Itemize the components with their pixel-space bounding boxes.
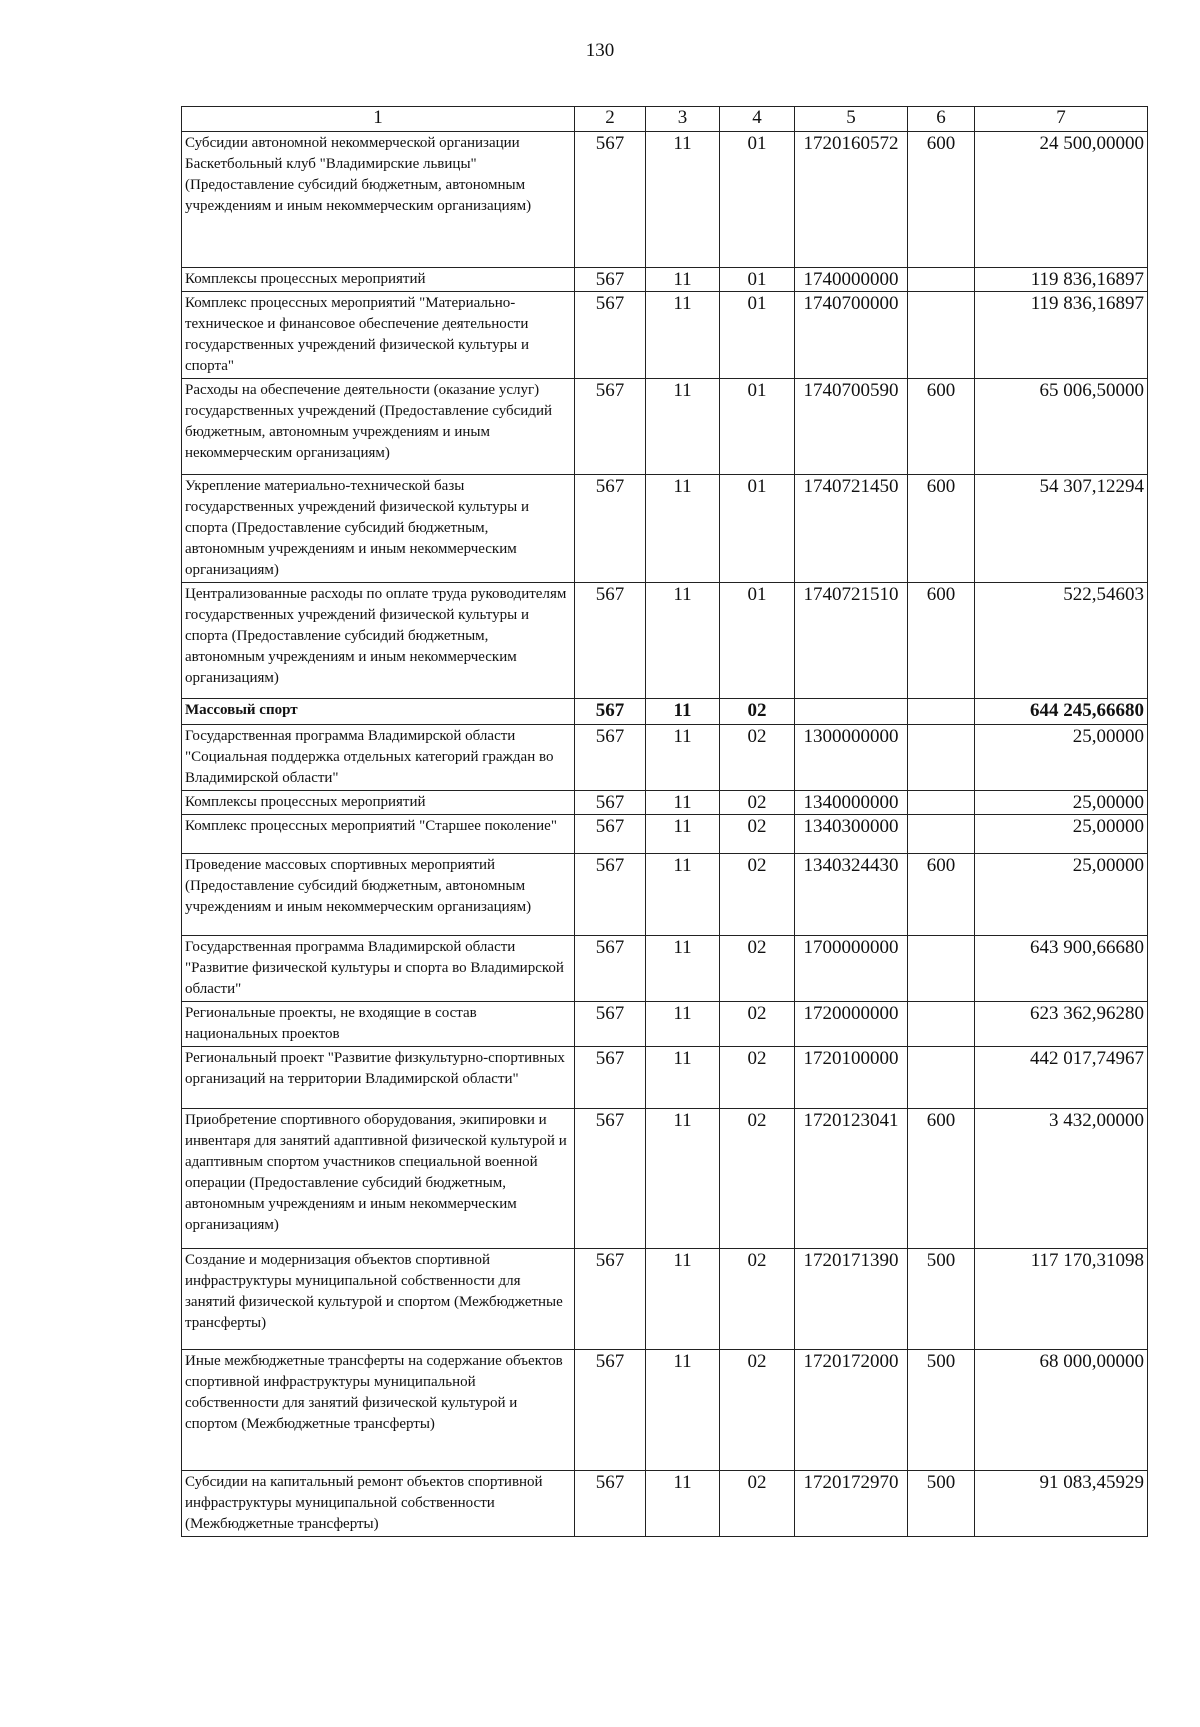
cell-target: 1340300000 bbox=[795, 815, 908, 854]
cell-name: Укрепление материально-технической базы государственных учреждений физической культуры и спорта (Предоставление субсидий бюджетным, автономным учреждениям и иным некоммерческим организациям) bbox=[182, 475, 575, 583]
cell-target: 1720160572 bbox=[795, 132, 908, 268]
cell-type bbox=[908, 699, 975, 725]
page-number: 130 bbox=[585, 40, 615, 61]
cell-subsection: 02 bbox=[720, 1471, 795, 1537]
cell-subsection: 02 bbox=[720, 815, 795, 854]
cell-ministry: 567 bbox=[575, 815, 646, 854]
cell-amount: 119 836,16897 bbox=[975, 292, 1148, 379]
cell-type: 600 bbox=[908, 854, 975, 936]
table-row bbox=[182, 292, 1148, 379]
cell-subsection: 01 bbox=[720, 583, 795, 699]
cell-ministry: 567 bbox=[575, 1002, 646, 1047]
cell-amount: 522,54603 bbox=[975, 583, 1148, 699]
cell-name: Комплексы процессных мероприятий bbox=[182, 268, 575, 292]
cell-type: 600 bbox=[908, 379, 975, 475]
table-row bbox=[182, 1047, 1148, 1109]
cell-amount: 68 000,00000 bbox=[975, 1350, 1148, 1471]
cell-subsection: 01 bbox=[720, 268, 795, 292]
cell-subsection: 02 bbox=[720, 791, 795, 815]
table-row bbox=[182, 1249, 1148, 1350]
cell-type bbox=[908, 292, 975, 379]
cell-type: 600 bbox=[908, 132, 975, 268]
table-header-row bbox=[182, 107, 1148, 132]
cell-section: 11 bbox=[646, 583, 720, 699]
cell-type: 600 bbox=[908, 1109, 975, 1249]
cell-ministry: 567 bbox=[575, 292, 646, 379]
cell-name: Комплексы процессных мероприятий bbox=[182, 791, 575, 815]
cell-type: 600 bbox=[908, 475, 975, 583]
cell-type: 500 bbox=[908, 1350, 975, 1471]
cell-subsection: 02 bbox=[720, 699, 795, 725]
cell-target: 1720171390 bbox=[795, 1249, 908, 1350]
cell-subsection: 01 bbox=[720, 475, 795, 583]
table-row bbox=[182, 268, 1148, 292]
cell-type bbox=[908, 791, 975, 815]
header-cell-subsection: 4 bbox=[720, 107, 795, 132]
cell-target: 1720100000 bbox=[795, 1047, 908, 1109]
cell-section: 11 bbox=[646, 1471, 720, 1537]
cell-ministry: 567 bbox=[575, 791, 646, 815]
cell-subsection: 01 bbox=[720, 292, 795, 379]
cell-section: 11 bbox=[646, 379, 720, 475]
cell-amount: 54 307,12294 bbox=[975, 475, 1148, 583]
cell-amount: 25,00000 bbox=[975, 725, 1148, 791]
cell-section: 11 bbox=[646, 475, 720, 583]
cell-name: Централизованные расходы по оплате труда руководителям государственных учреждений физической культуры и спорта (Предоставление субсидий бюджетным, автономным учреждениям и иным некоммерческим организациям) bbox=[182, 583, 575, 699]
cell-ministry: 567 bbox=[575, 725, 646, 791]
cell-ministry: 567 bbox=[575, 1109, 646, 1249]
cell-amount: 117 170,31098 bbox=[975, 1249, 1148, 1350]
table-row bbox=[182, 475, 1148, 583]
cell-name: Региональный проект "Развитие физкультурно-спортивных организаций на территории Владимирской области" bbox=[182, 1047, 575, 1109]
cell-type bbox=[908, 725, 975, 791]
cell-name: Субсидии автономной некоммерческой организации Баскетбольный клуб "Владимирские львицы" (Предоставление субсидий бюджетным, автономным учреждениям и иным некоммерческим организациям) bbox=[182, 132, 575, 268]
cell-type bbox=[908, 268, 975, 292]
cell-type: 600 bbox=[908, 583, 975, 699]
cell-amount: 91 083,45929 bbox=[975, 1471, 1148, 1537]
header-cell-ministry: 2 bbox=[575, 107, 646, 132]
cell-name: Массовый спорт bbox=[182, 699, 575, 725]
cell-type bbox=[908, 936, 975, 1002]
cell-name: Создание и модернизация объектов спортивной инфраструктуры муниципальной собственности для занятий физической культурой и спортом (Межбюджетные трансферты) bbox=[182, 1249, 575, 1350]
cell-name: Государственная программа Владимирской области "Социальная поддержка отдельных категорий граждан во Владимирской области" bbox=[182, 725, 575, 791]
cell-ministry: 567 bbox=[575, 1471, 646, 1537]
cell-subsection: 02 bbox=[720, 936, 795, 1002]
cell-type: 500 bbox=[908, 1471, 975, 1537]
cell-subsection: 01 bbox=[720, 132, 795, 268]
table-row bbox=[182, 132, 1148, 268]
cell-subsection: 02 bbox=[720, 725, 795, 791]
cell-section: 11 bbox=[646, 791, 720, 815]
cell-section: 11 bbox=[646, 268, 720, 292]
table-row bbox=[182, 725, 1148, 791]
budget-table bbox=[181, 106, 1148, 1537]
cell-target: 1740721450 bbox=[795, 475, 908, 583]
table-row bbox=[182, 1350, 1148, 1471]
cell-name: Государственная программа Владимирской области "Развитие физической культуры и спорта во Владимирской области" bbox=[182, 936, 575, 1002]
table-row bbox=[182, 379, 1148, 475]
cell-amount: 3 432,00000 bbox=[975, 1109, 1148, 1249]
cell-target: 1720000000 bbox=[795, 1002, 908, 1047]
cell-target bbox=[795, 699, 908, 725]
cell-target: 1740700590 bbox=[795, 379, 908, 475]
cell-section: 11 bbox=[646, 854, 720, 936]
table-row bbox=[182, 791, 1148, 815]
table-row bbox=[182, 1109, 1148, 1249]
cell-target: 1720172000 bbox=[795, 1350, 908, 1471]
table-row bbox=[182, 699, 1148, 725]
cell-section: 11 bbox=[646, 132, 720, 268]
cell-amount: 25,00000 bbox=[975, 815, 1148, 854]
cell-amount: 25,00000 bbox=[975, 791, 1148, 815]
cell-ministry: 567 bbox=[575, 379, 646, 475]
cell-subsection: 02 bbox=[720, 1109, 795, 1249]
cell-amount: 65 006,50000 bbox=[975, 379, 1148, 475]
cell-ministry: 567 bbox=[575, 268, 646, 292]
cell-amount: 442 017,74967 bbox=[975, 1047, 1148, 1109]
cell-amount: 25,00000 bbox=[975, 854, 1148, 936]
cell-type: 500 bbox=[908, 1249, 975, 1350]
cell-ministry: 567 bbox=[575, 475, 646, 583]
cell-section: 11 bbox=[646, 1249, 720, 1350]
cell-subsection: 02 bbox=[720, 1249, 795, 1350]
header-cell-name: 1 bbox=[182, 107, 575, 132]
cell-ministry: 567 bbox=[575, 1350, 646, 1471]
cell-name: Иные межбюджетные трансферты на содержание объектов спортивной инфраструктуры муниципальной собственности для занятий физической культурой и спортом (Межбюджетные трансферты) bbox=[182, 1350, 575, 1471]
cell-subsection: 02 bbox=[720, 1047, 795, 1109]
cell-section: 11 bbox=[646, 1109, 720, 1249]
cell-target: 1720172970 bbox=[795, 1471, 908, 1537]
header-cell-section: 3 bbox=[646, 107, 720, 132]
cell-name: Комплекс процессных мероприятий "Старшее поколение" bbox=[182, 815, 575, 854]
cell-section: 11 bbox=[646, 1047, 720, 1109]
table-row bbox=[182, 936, 1148, 1002]
cell-subsection: 02 bbox=[720, 854, 795, 936]
cell-section: 11 bbox=[646, 936, 720, 1002]
table-row bbox=[182, 1471, 1148, 1537]
cell-amount: 623 362,96280 bbox=[975, 1002, 1148, 1047]
cell-type bbox=[908, 1047, 975, 1109]
table-row bbox=[182, 583, 1148, 699]
cell-name: Приобретение спортивного оборудования, экипировки и инвентаря для занятий адаптивной физической культурой и адаптивным спортом участников специальной военной операции (Предоставление субсидий бюджетным, автономным учреждениям и иным некоммерческим организациям) bbox=[182, 1109, 575, 1249]
cell-target: 1700000000 bbox=[795, 936, 908, 1002]
cell-target: 1740721510 bbox=[795, 583, 908, 699]
cell-amount: 119 836,16897 bbox=[975, 268, 1148, 292]
cell-section: 11 bbox=[646, 725, 720, 791]
cell-name: Региональные проекты, не входящие в состав национальных проектов bbox=[182, 1002, 575, 1047]
cell-type bbox=[908, 1002, 975, 1047]
cell-ministry: 567 bbox=[575, 699, 646, 725]
cell-name: Проведение массовых спортивных мероприятий (Предоставление субсидий бюджетным, автономным учреждениям и иным некоммерческим организациям) bbox=[182, 854, 575, 936]
cell-section: 11 bbox=[646, 1002, 720, 1047]
cell-ministry: 567 bbox=[575, 1249, 646, 1350]
cell-amount: 644 245,66680 bbox=[975, 699, 1148, 725]
cell-type bbox=[908, 815, 975, 854]
cell-ministry: 567 bbox=[575, 132, 646, 268]
cell-target: 1340000000 bbox=[795, 791, 908, 815]
cell-section: 11 bbox=[646, 699, 720, 725]
cell-section: 11 bbox=[646, 1350, 720, 1471]
header-cell-amount: 7 bbox=[975, 107, 1148, 132]
cell-target: 1720123041 bbox=[795, 1109, 908, 1249]
header-cell-type: 6 bbox=[908, 107, 975, 132]
cell-target: 1300000000 bbox=[795, 725, 908, 791]
cell-amount: 24 500,00000 bbox=[975, 132, 1148, 268]
header-cell-target: 5 bbox=[795, 107, 908, 132]
table-row bbox=[182, 854, 1148, 936]
table-row bbox=[182, 815, 1148, 854]
cell-target: 1740000000 bbox=[795, 268, 908, 292]
cell-ministry: 567 bbox=[575, 583, 646, 699]
cell-subsection: 02 bbox=[720, 1350, 795, 1471]
cell-name: Субсидии на капитальный ремонт объектов спортивной инфраструктуры муниципальной собственности (Межбюджетные трансферты) bbox=[182, 1471, 575, 1537]
cell-name: Расходы на обеспечение деятельности (оказание услуг) государственных учреждений (Предоставление субсидий бюджетным, автономным учреждениям и иным некоммерческим организациям) bbox=[182, 379, 575, 475]
cell-amount: 643 900,66680 bbox=[975, 936, 1148, 1002]
cell-ministry: 567 bbox=[575, 936, 646, 1002]
cell-target: 1740700000 bbox=[795, 292, 908, 379]
table-row bbox=[182, 1002, 1148, 1047]
cell-ministry: 567 bbox=[575, 1047, 646, 1109]
cell-name: Комплекс процессных мероприятий "Материально-техническое и финансовое обеспечение деятельности государственных учреждений физической культуры и спорта" bbox=[182, 292, 575, 379]
cell-ministry: 567 bbox=[575, 854, 646, 936]
cell-section: 11 bbox=[646, 292, 720, 379]
cell-subsection: 02 bbox=[720, 1002, 795, 1047]
cell-subsection: 01 bbox=[720, 379, 795, 475]
cell-target: 1340324430 bbox=[795, 854, 908, 936]
cell-section: 11 bbox=[646, 815, 720, 854]
